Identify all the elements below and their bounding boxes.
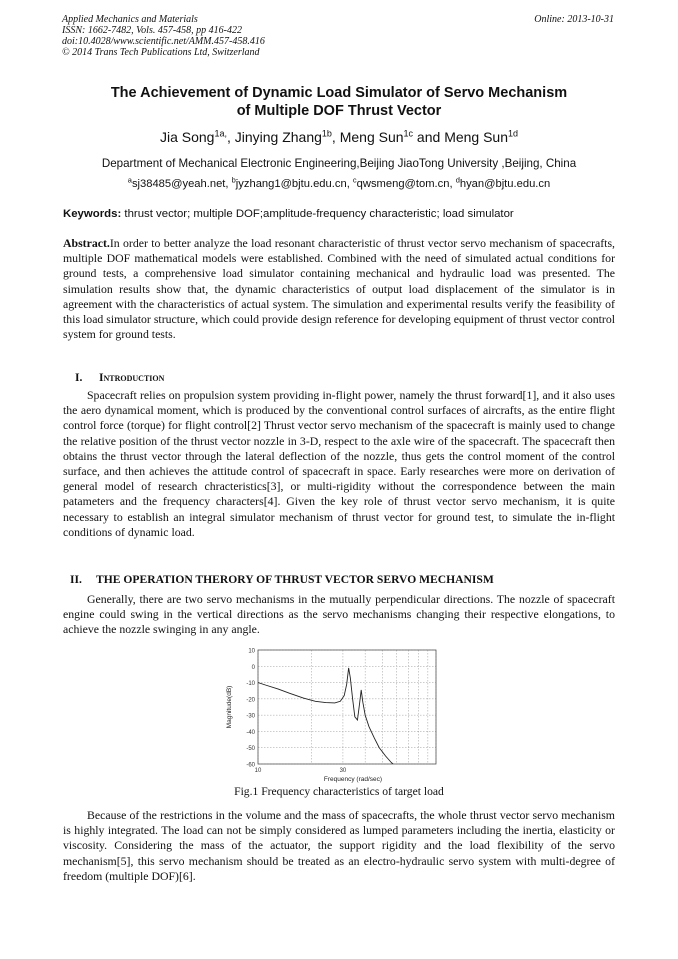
y-tick-label: -60 [246, 762, 255, 769]
paragraph-text: Generally, there are two servo mechanisms in the mutually perpendicular directions. The nozzle of spacecraft engine could swing in the vertical directions as the servo mechanisms changing their respective elongations, to achieve the nozzle swinging in any angle. [63, 592, 615, 637]
x-tick-label: 10 [254, 768, 262, 774]
keywords-label: Keywords: [63, 208, 122, 220]
figure-caption: Fig.1 Frequency characteristics of target load [234, 785, 444, 798]
author-name: Jia Song [159, 129, 215, 145]
body-paragraph [63, 388, 615, 540]
email-separator: , [225, 178, 232, 190]
plot-frame [258, 650, 436, 764]
section-title: Introduction [99, 371, 165, 384]
email-sup: b [231, 175, 236, 185]
y-tick-label: -30 [246, 713, 255, 720]
running-header [62, 14, 265, 58]
email-separator: , [449, 178, 456, 190]
online-date: Online: 2013-10-31 [534, 14, 614, 25]
paragraph-text: Because of the restrictions in the volume and the mass of spacecrafts, the whole thrust vector servo mechanism is highly integrated. The load can not be simply considered as lumped parameters including the inertia, elasticity or viscosity. Considering the mass of the actuator, the support rigidity and the load flexibility of the servo mechanism[5], this servo mechanism should be treated as an electro-hydraulic servo system with multi-degree of freedom (multiple DOF)[6]. [63, 808, 615, 883]
author-separator: , [331, 129, 340, 145]
y-axis-label: Magnitude(dB) [226, 685, 233, 729]
y-tick-label: -20 [246, 697, 255, 704]
paragraph-text: Spacecraft relies on propulsion system providing in-flight power, namely the thrust forward[1], and it also uses the aero dynamical moment, which is produced by the conventional control surfaces of aircrafts, as the entire flight control force (torque) for flight control[2] Thrust vector servo mechanism of the spacecraft is mainly used to change the relative position of the thrust vector nozzle in 3-D, respect to the axle wire of the spacecraft. The spacecraft then obtains the thrust vector through the lateral deflection of the nozzle, thus gets the control moment of the control surface, and then achieves the attitude control of spacecraft in space. Early researches were more on derivation of general model of research chracteristics[3], or multi-rigidity without the correspondence between the main patameters and the frequency characters[4]. Given the key role of thrust vector servo mechanism, it is quite necessary to establish an integral simulator mechanism of thrust vector for ground test, to simulate the in-flight conditions of dynamic load. [63, 388, 615, 539]
affiliation: Department of Mechanical Electronic Engineering,Beijing JiaoTong University ,Beijing, China [101, 157, 577, 170]
email-address[interactable]: jyzhang1@bjtu.edu.cn [235, 178, 347, 190]
y-tick-label: -10 [246, 681, 255, 688]
title-line-2: of Multiple DOF Thrust Vector [236, 103, 442, 119]
y-tick-label: -40 [246, 729, 255, 736]
author-list [60, 128, 618, 146]
y-tick-label: 0 [251, 664, 255, 671]
author-separator: and [413, 129, 445, 145]
x-axis-label: Frequency (rad/sec) [323, 776, 383, 783]
section-number: I. [75, 371, 83, 384]
keywords [63, 207, 619, 222]
section-title: THE OPERATION THERORY OF THRUST VECTOR SERVO MECHANISM [96, 573, 494, 586]
abstract [63, 236, 615, 342]
author-name: Meng Sun [444, 129, 509, 145]
issn-line: ISSN: 1662-7482, Vols. 457-458, pp 416-422 [62, 25, 242, 36]
x-tick-label: 30 [339, 768, 347, 774]
email-sup: d [455, 175, 460, 185]
section-heading-operation-theory [70, 572, 494, 587]
copyright-line: © 2014 Trans Tech Publications Ltd, Switzerland [62, 47, 260, 58]
author-name: Jinying Zhang [234, 129, 322, 145]
email-address[interactable]: hyan@bjtu.edu.cn [459, 178, 551, 190]
abstract-label: Abstract. [63, 236, 110, 250]
section-number: II. [70, 573, 82, 586]
keywords-text: thrust vector; multiple DOF;amplitude-frequency characteristic; load simulator [121, 208, 514, 220]
section-heading-introduction [75, 370, 164, 385]
author-separator: , [226, 129, 235, 145]
series-line [258, 668, 406, 774]
email-address[interactable]: sj38485@yeah.net [131, 178, 226, 190]
author-affil-sup: 1d [508, 128, 519, 139]
author-affil-sup: 1c [403, 128, 414, 139]
journal-name: Applied Mechanics and Materials [62, 14, 198, 25]
body-paragraph [63, 592, 615, 638]
y-tick-label: 10 [248, 648, 255, 655]
author-affil-sup: 1a, [214, 128, 227, 139]
email-sup: a [127, 175, 132, 185]
email-separator: , [346, 178, 353, 190]
email-sup: c [352, 175, 357, 185]
author-name: Meng Sun [339, 129, 404, 145]
email-address[interactable]: qwsmeng@tom.cn [356, 178, 450, 190]
body-paragraph [63, 808, 615, 884]
paper-title [60, 84, 618, 120]
author-affil-sup: 1b [321, 128, 332, 139]
doi-line: doi:10.4028/www.scientific.net/AMM.457-458.416 [62, 36, 265, 47]
figure-frequency-characteristics [214, 647, 444, 783]
y-tick-label: -50 [246, 746, 255, 753]
title-line-1: The Achievement of Dynamic Load Simulator of Servo Mechanism [110, 85, 568, 101]
abstract-text: In order to better analyze the load resonant characteristic of thrust vector servo mechanism of spacecrafts, multiple DOF mathematical models were established. Combined with the need of simulated actual conditions for ground tests, a comprehensive load simulator containing mechanical and hydraulic load was presented. The simulation results show that, the dynamic characteristics of output load displacement of the simulator is in agreement with the characteristics of actual system. The simulation and experimental results verify the feasibility of this load simulator structure, which could provide design reference for developing equipment of thrust vector control system for ground tests. [63, 236, 615, 342]
email-list [60, 177, 618, 192]
chart-svg [214, 647, 444, 783]
